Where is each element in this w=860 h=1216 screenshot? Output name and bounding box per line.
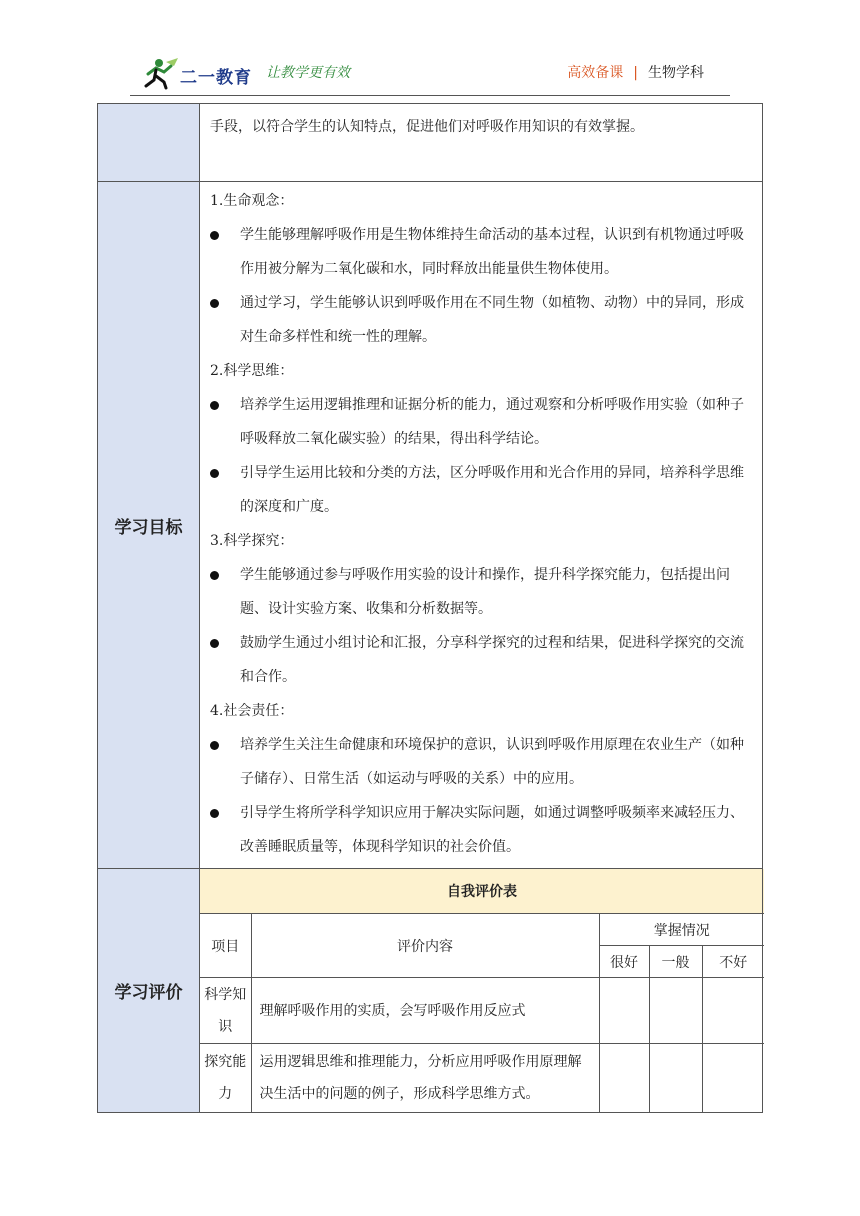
objectives-row [98,182,763,869]
logo [144,56,264,90]
eval-item: 探究能力 [200,1044,251,1112]
evaluation-row [98,869,763,1113]
objective-text: 引导学生运用比较和分类的方法，区分呼吸作用和光合作用的异同，培养科学思维的深度和广度。 [240,465,744,515]
lesson-table [97,103,763,1113]
header-divider [130,95,730,96]
evaluation-content [200,869,763,1113]
method-text: 手段，以符合学生的认知特点，促进他们对呼吸作用知识的有效掌握。 [210,119,644,135]
rating-good-cell[interactable] [599,978,649,1044]
col-header-item: 项目 [200,914,251,978]
objective-item [208,456,754,524]
table-row [200,1044,764,1112]
page-header [130,52,730,96]
brand-name: 二一教育 [180,68,252,88]
section-heading: 4.社会责任： [210,703,294,719]
objective-text: 鼓励学生通过小组讨论和汇报，分享科学探究的过程和结果，促进科学探究的交流和合作。 [240,635,744,685]
bullet-dot-icon [210,231,219,240]
objective-item [208,626,754,694]
col-header-level-good: 很好 [599,946,649,978]
rating-average-cell[interactable] [649,978,702,1044]
objectives-content [200,182,763,869]
objective-text: 学生能够理解呼吸作用是生物体维持生命活动的基本过程，认识到有机物通过呼吸作用被分解为二氧化碳和水，同时释放出能量供生物体使用。 [240,227,744,277]
objective-text: 引导学生将所学科学知识应用于解决实际问题，如通过调整呼吸频率来减轻压力、改善睡眠质量等，体现科学知识的社会价值。 [240,805,744,855]
method-label-cell [98,104,200,182]
bullet-dot-icon [210,401,219,410]
tag-separator: | [633,65,638,81]
section-heading: 1.生命观念： [210,193,294,209]
objective-text: 学生能够通过参与呼吸作用实验的设计和操作，提升科学探究能力，包括提出问题、设计实验方案、收集和分析数据等。 [240,567,730,617]
objective-item [208,286,754,354]
self-evaluation-table [200,869,764,1112]
runner-logo-icon [144,56,184,90]
eval-content: 理解呼吸作用的实质，会写呼吸作用反应式 [251,978,599,1044]
objectives-label: 学习目标 [98,182,200,869]
bullet-dot-icon [210,571,219,580]
slogan: 让教学更有效 [266,65,350,81]
col-header-content: 评价内容 [251,914,599,978]
table-row [200,978,764,1044]
col-header-level-average: 一般 [649,946,702,978]
bullet-dot-icon [210,809,219,818]
section-heading: 2.科学思维： [210,363,294,379]
rating-good-cell[interactable] [599,1044,649,1112]
bullet-dot-icon [210,469,219,478]
objective-text: 培养学生关注生命健康和环境保护的意识，认识到呼吸作用原理在农业生产（如种子储存）、日常生活（如运动与呼吸的关系）中的应用。 [240,737,744,787]
tag-subject: 生物学科 [648,65,704,81]
bullet-dot-icon [210,639,219,648]
col-header-mastery: 掌握情况 [599,914,764,946]
rating-poor-cell[interactable] [702,978,764,1044]
objective-item [208,218,754,286]
objective-text: 通过学习，学生能够认识到呼吸作用在不同生物（如植物、动物）中的异同，形成对生命多样性和统一性的理解。 [240,295,744,345]
eval-content: 运用逻辑思维和推理能力，分析应用呼吸作用原理解决生活中的问题的例子，形成科学思维方式。 [251,1044,599,1112]
evaluation-label: 学习评价 [98,869,200,1113]
header-tags [567,62,704,82]
rating-average-cell[interactable] [649,1044,702,1112]
rating-poor-cell[interactable] [702,1044,764,1112]
eval-item: 科学知识 [200,978,251,1044]
col-header-level-poor: 不好 [702,946,764,978]
self-evaluation-title: 自我评价表 [200,869,764,914]
bullet-dot-icon [210,299,219,308]
tag-efficient-prep: 高效备课 [567,65,624,81]
bullet-dot-icon [210,741,219,750]
method-row [98,104,763,182]
objective-text: 培养学生运用逻辑推理和证据分析的能力，通过观察和分析呼吸作用实验（如种子呼吸释放二氧化碳实验）的结果，得出科学结论。 [240,397,744,447]
objective-item [208,558,754,626]
section-heading: 3.科学探究： [210,533,294,549]
objective-item [208,388,754,456]
objective-item [208,796,754,864]
method-content-cell [200,104,763,182]
objective-item [208,728,754,796]
